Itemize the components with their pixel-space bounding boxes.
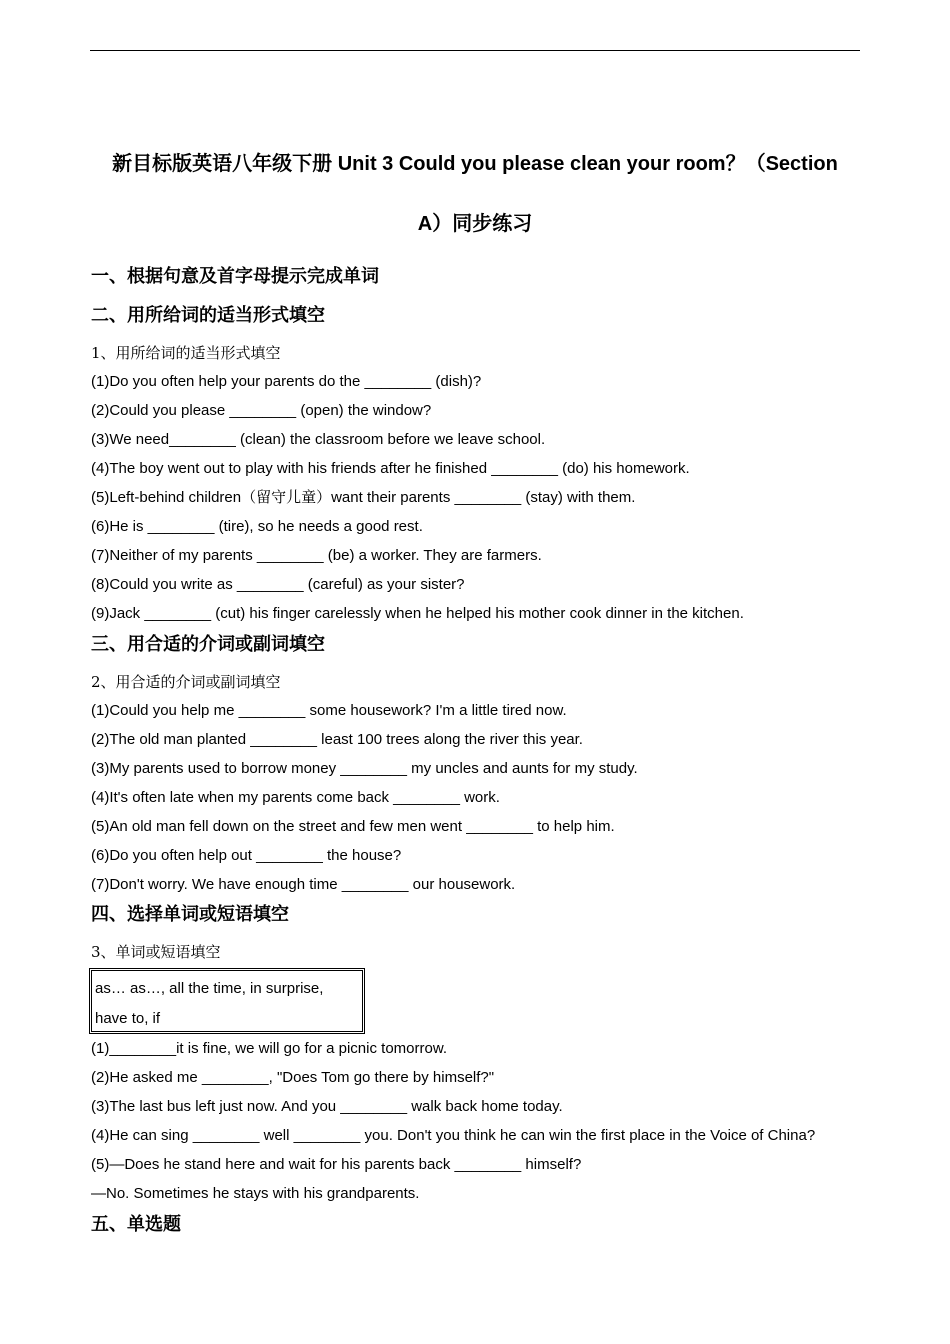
section-heading-4: 四、选择单词或短语填空: [91, 904, 289, 924]
header-rule: [90, 50, 860, 51]
question-item: (3)The last bus left just now. And you ________ walk back home today.: [91, 1098, 563, 1115]
question-heading-3: 3、单词或短语填空: [91, 943, 221, 961]
question-item: (5)—Does he stand here and wait for his parents back ________ himself?: [91, 1156, 582, 1173]
question-item: (1)Do you often help your parents do the ________ (dish)?: [91, 373, 482, 390]
question-item: (2)He asked me ________, "Does Tom go there by himself?": [91, 1069, 495, 1086]
question-item: (4)The boy went out to play with his friends after he finished ________ (do) his homework.: [91, 460, 690, 477]
question-item: (8)Could you write as ________ (careful) as your sister?: [91, 576, 465, 593]
question-item: (7)Don't worry. We have enough time ________ our housework.: [91, 876, 516, 893]
question-item: (6)Do you often help out ________ the house?: [91, 847, 402, 864]
section-heading-3: 三、用合适的介词或副词填空: [91, 634, 325, 654]
question-item: (3)My parents used to borrow money ________ my uncles and aunts for my study.: [91, 760, 638, 777]
question-heading-2: 2、用合适的介词或副词填空: [91, 673, 281, 691]
question-item: (5)An old man fell down on the street and few men went ________ to help him.: [91, 818, 615, 835]
section-heading-5: 五、单选题: [91, 1214, 181, 1234]
question-item: (2)The old man planted ________ least 100 trees along the river this year.: [91, 731, 583, 748]
question-item: (2)Could you please ________ (open) the window?: [91, 402, 432, 419]
question-item: (4)It's often late when my parents come back ________ work.: [91, 789, 500, 806]
question-heading-1: 1、用所给词的适当形式填空: [91, 344, 281, 362]
question-item: (4)He can sing ________ well ________ you. Don't you think he can win the first place in the Voice of China?: [91, 1127, 816, 1144]
section-heading-2: 二、用所给词的适当形式填空: [91, 305, 325, 325]
word-bank-row-2: have to, if: [95, 1010, 161, 1027]
question-item: (7)Neither of my parents ________ (be) a worker. They are farmers.: [91, 547, 542, 564]
question-item: (1)Could you help me ________ some housework? I'm a little tired now.: [91, 702, 567, 719]
document-title-line-2: A）同步练习: [417, 213, 533, 235]
question-item: (5)Left-behind children（留守儿童）want their parents ________ (stay) with them.: [91, 489, 636, 506]
question-item: (3)We need________ (clean) the classroom before we leave school.: [91, 431, 546, 448]
question-item: (1)________it is fine, we will go for a picnic tomorrow.: [91, 1040, 448, 1057]
word-bank-row-1: as… as…, all the time, in surprise,: [95, 980, 324, 997]
section-heading-1: 一、根据句意及首字母提示完成单词: [91, 266, 379, 286]
document-title-line-1: 新目标版英语八年级下册 Unit 3 Could you please clean your room？（Section: [112, 153, 838, 175]
question-item: (6)He is ________ (tire), so he needs a good rest.: [91, 518, 423, 535]
answer-line: —No. Sometimes he stays with his grandparents.: [91, 1185, 420, 1202]
question-item: (9)Jack ________ (cut) his finger carelessly when he helped his mother cook dinner in the kitchen.: [91, 605, 744, 622]
word-bank-box: [89, 968, 365, 1034]
